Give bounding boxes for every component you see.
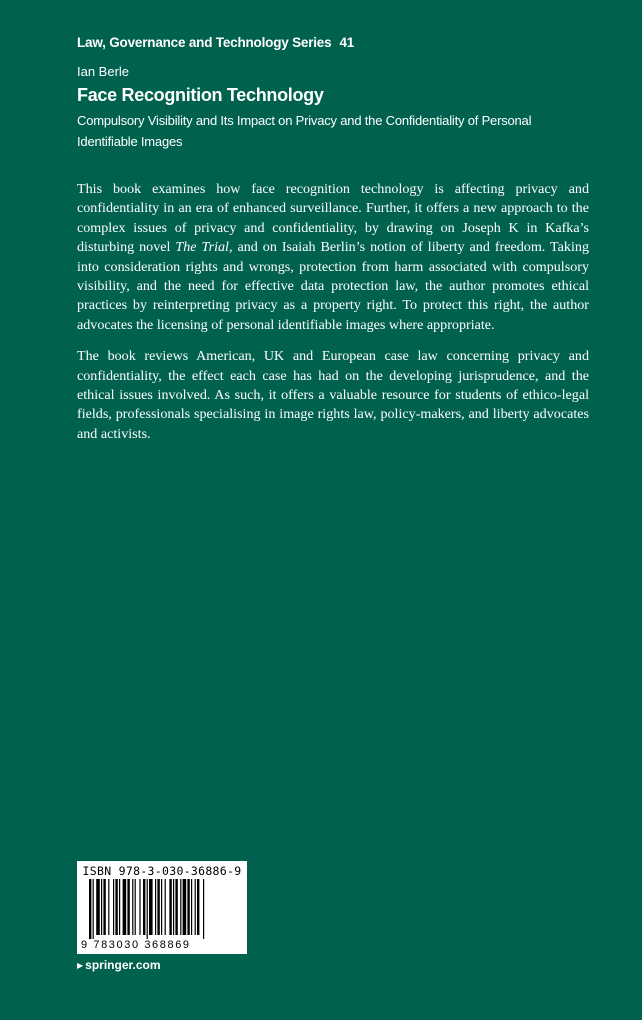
book-subtitle: Compulsory Visibility and Its Impact on Privacy and the Confidentiality of Personal Identifiable Images — [77, 113, 532, 149]
author-name: Ian Berle — [77, 64, 130, 79]
barcode-bar — [113, 879, 114, 935]
barcode-bar — [123, 879, 127, 935]
barcode-bar — [195, 879, 196, 935]
barcode-bar — [115, 879, 117, 935]
barcode-bar — [173, 879, 174, 935]
barcode-digits: 9 783030 368869 — [81, 939, 191, 951]
barcode-bar — [175, 879, 177, 935]
blurb — [77, 180, 589, 456]
barcode-bar — [157, 879, 159, 935]
publisher-link[interactable] — [77, 958, 161, 972]
barcode-bar — [187, 879, 189, 935]
barcode-bar — [183, 879, 187, 935]
blurb-text: This book examines how face recognition technology is affecting privacy and confidentiality in an era of enhanced surveillance. Further, it offers a new approach to the complex issues of privacy and confidentiality, by drawing on Joseph K in Kafka’s disturbing novel — [77, 181, 589, 256]
series-line — [77, 35, 354, 50]
barcode-bar — [139, 879, 140, 935]
barcode-bar — [108, 879, 109, 935]
publisher-link-text: springer.com — [85, 958, 161, 972]
barcode-bar — [135, 879, 136, 935]
arrow-right-icon: ▶ — [77, 961, 84, 970]
barcode-bar — [93, 879, 94, 939]
barcode-bar — [143, 879, 145, 935]
barcode-bar — [127, 879, 129, 935]
barcode-bar — [169, 879, 171, 935]
barcode-bar — [132, 879, 133, 935]
blurb-paragraph-2: The book reviews American, UK and European case law concerning privacy and confidentiality, the effect each case has had on the developing jurisprudence, and the ethical issues involved. As such, it offers a valuable resource for students of ethico-legal fields, professionals specialising in image rights law, policy-makers, and liberty advocates and activists. — [77, 348, 589, 442]
barcode-bar — [147, 879, 148, 939]
isbn-barcode — [77, 861, 247, 954]
barcode-bar — [96, 879, 100, 935]
barcode-bar — [101, 879, 102, 935]
barcode-bar — [197, 879, 199, 935]
series-number: 41 — [339, 35, 355, 50]
barcode-bar — [149, 879, 153, 935]
barcode-bar — [203, 879, 204, 939]
barcode-bar — [165, 879, 166, 935]
blurb-paragraph-1 — [77, 180, 589, 335]
barcode-bar — [155, 879, 156, 935]
barcode-bar — [103, 879, 105, 935]
barcode-bar — [180, 879, 181, 935]
isbn-label: ISBN 978-3-030-36886-9 — [82, 864, 242, 878]
barcode-bar — [191, 879, 192, 935]
barcode-bar — [119, 879, 120, 935]
barcode-bar — [161, 879, 162, 935]
series-name: Law, Governance and Technology Series — [77, 35, 332, 50]
barcode-bar — [89, 879, 91, 939]
barcode-icon — [89, 879, 239, 939]
novel-title: The Trial — [175, 239, 229, 256]
book-title: Face Recognition Technology — [77, 85, 324, 105]
blurb-text: , and on Isaiah Berlin’s notion of liberty and freedom. Taking into consideration rights and wrongs, protection from harm associated with compulsory visibility, and the need for effective data protection law, the author promotes ethical practices by reinterpreting privacy as a property right. To protect this right, the author advocates the licensing of personal identifiable images where appropriate. — [77, 239, 589, 333]
